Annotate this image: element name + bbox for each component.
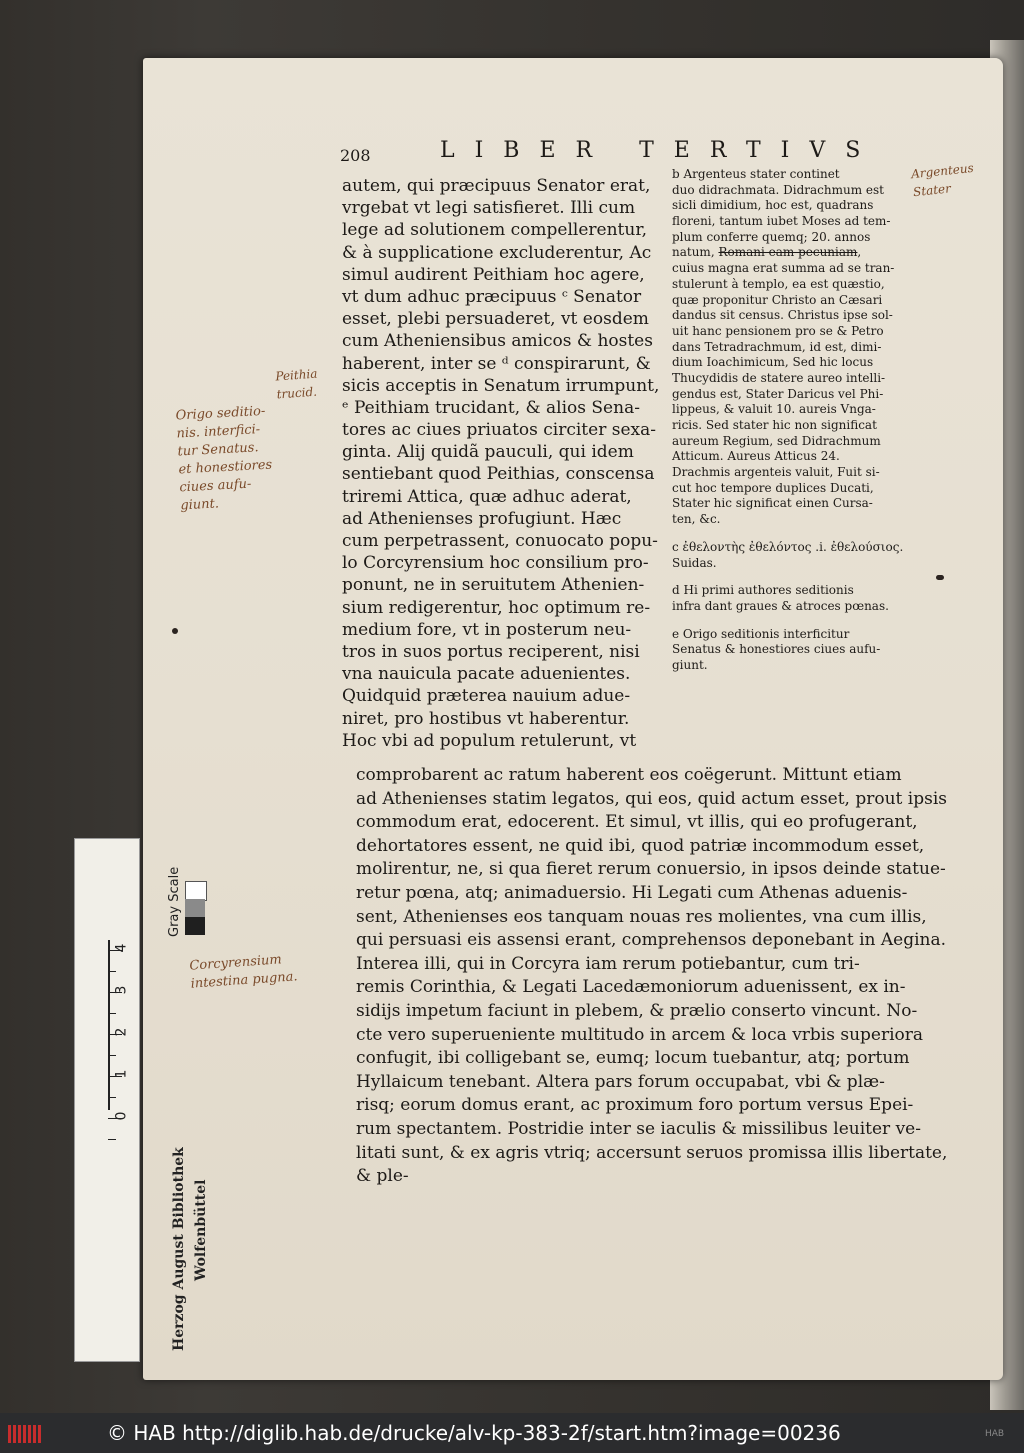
gray-swatch-dark [185, 917, 205, 935]
text-line: comprobarent ac ratum haberent eos coëgerunt. Mittunt etiam [356, 765, 902, 785]
note-line: duo didrachmata. Didrachmum est [672, 182, 884, 197]
text-line: tores ac ciues priuatos circiter sexa- [342, 420, 656, 441]
note-line: sicli dimidium, hoc est, quadrans [672, 198, 874, 213]
note-line: dandus sit census. Christus ipse sol- [672, 308, 893, 323]
text-line: ᵉ Peithiam trucidant, & alios Sena- [342, 397, 640, 418]
page-number: 208 [340, 146, 371, 165]
wide-text-block [356, 764, 947, 1189]
handwritten-line: trucid. [276, 384, 318, 402]
text-line: confugit, ibi colligebant se, eumq; locum tuebantur, atq; portum [356, 1048, 910, 1069]
note-line: dium Ioachimicum, Sed hic locus [672, 355, 874, 370]
handwritten-line: Argenteus [910, 160, 975, 182]
note-line: d Hi primi authores seditionis [672, 583, 854, 598]
text-line: risq; eorum domus erant, ac proximum foro portum versus Epei- [356, 1095, 914, 1116]
text-line: haberent, inter se ᵈ conspirarunt, & [342, 353, 651, 374]
text-line: esset, plebi persuaderet, vt eosdem [342, 309, 649, 330]
ruler-scale-bar [108, 940, 110, 1110]
note-line: uit hanc pensionem pro se & Petro [672, 323, 884, 338]
ruler-number: 2 [113, 1027, 130, 1037]
note-line: cut hoc tempore duplices Ducati, [672, 480, 874, 495]
handwritten-note-corcyrensium [189, 950, 298, 993]
text-line: vt dum adhuc præcipuus ᶜ Senator [342, 286, 642, 307]
note-line: aureum Regium, sed Didrachmum [672, 433, 881, 448]
text-line: retur pœna, atq; animaduersio. Hi Legati cum Athenas aduenis- [356, 882, 908, 903]
handwritten-line: ciues aufu- [179, 476, 252, 496]
main-column [342, 175, 659, 752]
handwritten-note-origo [175, 403, 274, 516]
ruler-tick [108, 1139, 116, 1140]
hab-logo-icon [8, 1425, 46, 1443]
text-line: vna nauicula pacate aduenientes. [342, 664, 631, 685]
handwritten-line: Stater [912, 181, 952, 200]
note-line: e Origo seditionis interficitur [672, 626, 850, 641]
note-line: c ἐθελοντὴς ἐθελόντος .i. ἐθελούσιος. [672, 539, 904, 554]
ink-dot [936, 575, 944, 580]
text-line: cum Atheniensibus amicos & hostes [342, 331, 653, 352]
text-line: commodum erat, edocerent. Et simul, vt illis, qui eo profugerant, [356, 812, 918, 833]
text-line: simul audirent Peithiam hoc agere, [342, 264, 645, 285]
note-line: gendus est, Stater Daricus vel Phi- [672, 386, 884, 401]
text-line: ginta. Alij quidã pauculi, qui idem [342, 442, 634, 463]
text-line: molirentur, ne, si qua fieret rerum conuersio, in ipsos deinde statue- [356, 859, 946, 880]
text-line: rum spectantem. Postridie inter se iaculis & missilibus leuiter ve- [356, 1118, 921, 1139]
note-d [672, 583, 903, 614]
note-line: ten, &c. [672, 512, 721, 527]
gray-swatch-mid [185, 899, 205, 917]
gray-scale-ruler [74, 838, 209, 1362]
text-line: triremi Attica, quæ adhuc aderat, [342, 486, 632, 507]
handwritten-note-argenteus [910, 159, 976, 201]
running-title: LIBER TERTIVS [440, 138, 881, 163]
footer-bar [0, 1413, 1024, 1453]
note-line: Senatus & honestiores ciues aufu- [672, 642, 881, 657]
ruler-tick [108, 1097, 116, 1098]
handwritten-note-peithia [275, 365, 319, 404]
note-line: Suidas. [672, 555, 717, 570]
text-line: Interea illi, qui in Corcyra iam rerum potiebantur, cum tri- [356, 953, 860, 974]
note-line: Stater hic significat einen Cursa- [672, 496, 873, 511]
text-line: lege ad solutionem compellerentur, [342, 220, 647, 241]
text-line: sium redigerentur, hoc optimum re- [342, 597, 651, 618]
ruler-number: 3 [113, 985, 130, 995]
text-line: Quidquid præterea nauium adue- [342, 686, 631, 707]
institution-line-2: Wolfenbüttel [193, 1179, 209, 1281]
note-line: ricis. Sed stater hic non significat [672, 418, 877, 432]
handwritten-line: Peithia [274, 366, 318, 384]
text-line: cum perpetrassent, conuocato popu- [342, 531, 658, 551]
text-line: ad Athenienses statim legatos, qui eos, quid actum esset, prout ipsis [356, 788, 947, 809]
text-line: litati sunt, & ex agris vtriq; accersunt seruos promissa illis libertate, [356, 1142, 948, 1163]
note-line: Thucydidis de statere aureo intelli- [672, 370, 886, 385]
note-line: cuius magna erat summa ad se tran- [672, 261, 895, 276]
text-line: tros in suos portus reciperent, nisi [342, 641, 640, 662]
handwritten-line: Corcyrensium [188, 952, 283, 974]
note-line: giunt. [672, 657, 708, 672]
text-line: & à supplicatione excluderentur, Ac [342, 242, 652, 263]
note-line: dans Tetradrachmum, id est, dimi- [672, 339, 882, 354]
copyright-url[interactable]: © HAB http://diglib.hab.de/drucke/alv-kp-383-2f/start.htm?image=00236 [107, 1421, 841, 1445]
text-line: dehortatores essent, ne quid ibi, quod patriæ incommodum esset, [356, 835, 925, 856]
text-line: niret, pro hostibus vt haberentur. [342, 708, 630, 729]
ruler-number: 0 [113, 1111, 130, 1121]
handwritten-line: giunt. [180, 496, 220, 514]
note-line: plum conferre quemq; 20. annos [672, 229, 871, 244]
note-line: stulerunt à templo, ea est quæstio, [672, 276, 885, 291]
text-line: & ple- [356, 1166, 409, 1187]
text-line: vrgebat vt legi satisfieret. Illi cum [342, 198, 636, 219]
note-line: Drachmis argenteis valuit, Fuit si- [672, 465, 880, 480]
text-line: sidijs impetum faciunt in plebem, & prælio conserto vincunt. No- [356, 1000, 918, 1021]
handwritten-line: intestina pugna. [190, 969, 299, 992]
text-line: qui persuasi eis assensi erant, comprehensos deponebant in Aegina. [356, 930, 947, 951]
handwritten-line: Origo seditio- [175, 403, 266, 424]
ink-dot [172, 628, 178, 634]
handwritten-line: et honestiores [178, 457, 273, 478]
ruler-tick [108, 971, 116, 972]
handwritten-line: tur Senatus. [177, 440, 259, 460]
side-notes [672, 167, 903, 674]
text-line: sentiebant quod Peithias, conscensa [342, 464, 655, 485]
note-line: lippeus, & valuit 10. aureis Vnga- [672, 402, 876, 417]
text-line: Hyllaicum tenebant. Altera pars forum occupabat, vbi & plæ- [356, 1071, 885, 1092]
text-line: ponunt, ne in seruitutem Athenien- [342, 575, 645, 596]
ruler-tick [108, 1013, 116, 1014]
institution-line-1: Herzog August Bibliothek [171, 1147, 187, 1351]
note-line: Atticum. Aureus Atticus 24. [672, 449, 840, 464]
ruler-number: 4 [113, 943, 130, 953]
ruler-tick [108, 1055, 116, 1056]
note-b [672, 167, 903, 528]
gray-swatch-white [185, 881, 207, 901]
note-line: floreni, tantum iubet Moses ad tem- [672, 214, 891, 229]
ruler-number: 1 [113, 1069, 130, 1079]
note-e [672, 627, 903, 674]
handwritten-line: nis. interfici- [176, 422, 261, 442]
note-line: b Argenteus stater continet [672, 167, 840, 181]
text-line: sicis acceptis in Senatum irrumpunt, [342, 375, 660, 396]
text-line: medium fore, vt in posterum neu- [342, 619, 632, 640]
note-c [672, 540, 903, 571]
text-line: Hoc vbi ad populum retulerunt, vt [342, 730, 637, 751]
text-line: lo Corcyrensium hoc consilium pro- [342, 553, 649, 574]
text-line: sent, Athenienses eos tanquam nouas res molientes, vna cum illis, [356, 906, 927, 927]
note-line: infra dant graues & atroces pœnas. [672, 598, 889, 613]
footer-mark: HAB [985, 1429, 1005, 1439]
text-line: cte vero superueniente multitudo in arcem & loca vrbis superiora [356, 1024, 924, 1045]
gray-scale-label: Gray Scale [167, 866, 182, 937]
note-line: natum, Romani eam pecuniam, [672, 245, 862, 260]
text-line: ad Athenienses profugiunt. Hæc [342, 508, 622, 529]
note-line: quæ proponitur Christo an Cæsari [672, 292, 883, 307]
text-line: remis Corinthia, & Legati Lacedæmoniorum aduenissent, ex in- [356, 977, 906, 998]
text-line: autem, qui præcipuus Senator erat, [342, 176, 651, 196]
